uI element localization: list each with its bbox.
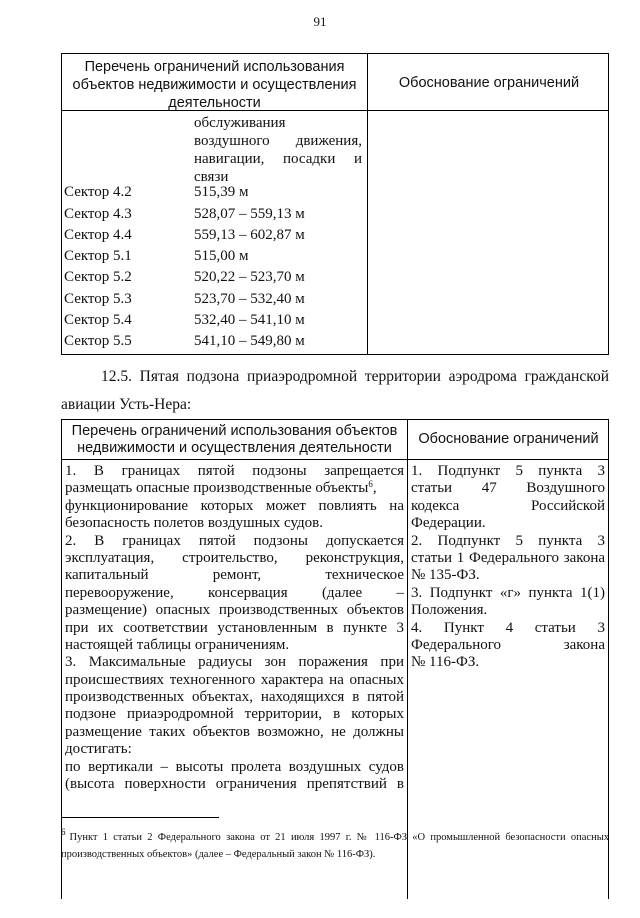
footnote-ref[interactable]: 6 (368, 479, 373, 490)
restrictions-table-continued: Перечень ограничений использования объектов недвижимости и осуществления деятельности Обоснование ограничений обслуживания воздушного движения, навигации, посадки и связи Сектор 4.2 515,39 м Сектор 4.3 528,07 – 559,13 м Сектор 4.4 559,13 – 602,87 м Сектор 5.1 515,00 м Сектор 5.2 520,22 – 523,70 м Сектор 5.3 523,70 – 532,40 м Сектор 5.4 532,40 – 541,10 м Сектор 5.5 541,10 – 549,80 м (61, 53, 609, 355)
fifth-subzone-table (61, 419, 609, 899)
header-divider (62, 459, 608, 460)
column-divider (407, 420, 408, 899)
restrictions-text: 1. В границах пятой подзоны запрещается размещать опасные производственные объекты$^6$, функционирование которых может повлиять на безопасность полетов воздушных судов. 2. В границах пятой подзоны допускается эксплуатация, строительство, реконструкция, капитальный ремонт, техническое перевооружение, консервация (далее – размещение) опасных производственных объектов при их соответствии установленным в пункте 3 настоящей таблицы ограничениям. 3. Максимальные радиусы зон поражения при происшествиях техногенного характера на опасных производственных объектах, находящихся в пятой подзоне приаэродромной территории, в которых размещение таких объектов возможно, не должны достигать: по вертикали – высоты пролета воздушных судов (высота поверхности ограничения препятствий в (65, 463, 404, 793)
footnote-rule (61, 817, 219, 818)
footnote: 6 Пункт 1 статьи 2 Федерального закона от 21 июля 1997 г. № 116-ФЗ «О промышленной безопасности опасных производственных объектов» (далее – Федеральный закон № 116-ФЗ). (61, 827, 609, 860)
column-divider (367, 54, 368, 354)
section-heading-cont: авиации Усть-Нера: (61, 396, 192, 413)
table2-header-justification: Обоснование ограничений (418, 431, 599, 447)
justification-text: 1. Подпункт 5 пункта 3 статьи 47 Воздушного кодекса Российской Федерации. 2. Подпункт 5 пункта 3 статьи 1 Федерального закона № 135-ФЗ. 3. Подпункт «г» пункта 1(1) Положения. 4. Пункт 4 статьи 3 Федерального закона № 116-ФЗ. (411, 463, 605, 671)
table1-header-justification: Обоснование ограничений (398, 75, 580, 91)
continuation-text: обслуживания воздушного движения, навигации, посадки и связи (194, 115, 362, 185)
table1-header-restrictions: Перечень ограничений использования объектов недвижимости и осуществления деятельности (72, 59, 357, 111)
table2-header-restrictions: Перечень ограничений использования объектов недвижимости и осуществления деятельности (71, 423, 398, 456)
section-heading: 12.5. Пятая подзона приаэродромной территории аэродрома гражданской (101, 368, 609, 385)
page-number: 91 (313, 14, 327, 29)
